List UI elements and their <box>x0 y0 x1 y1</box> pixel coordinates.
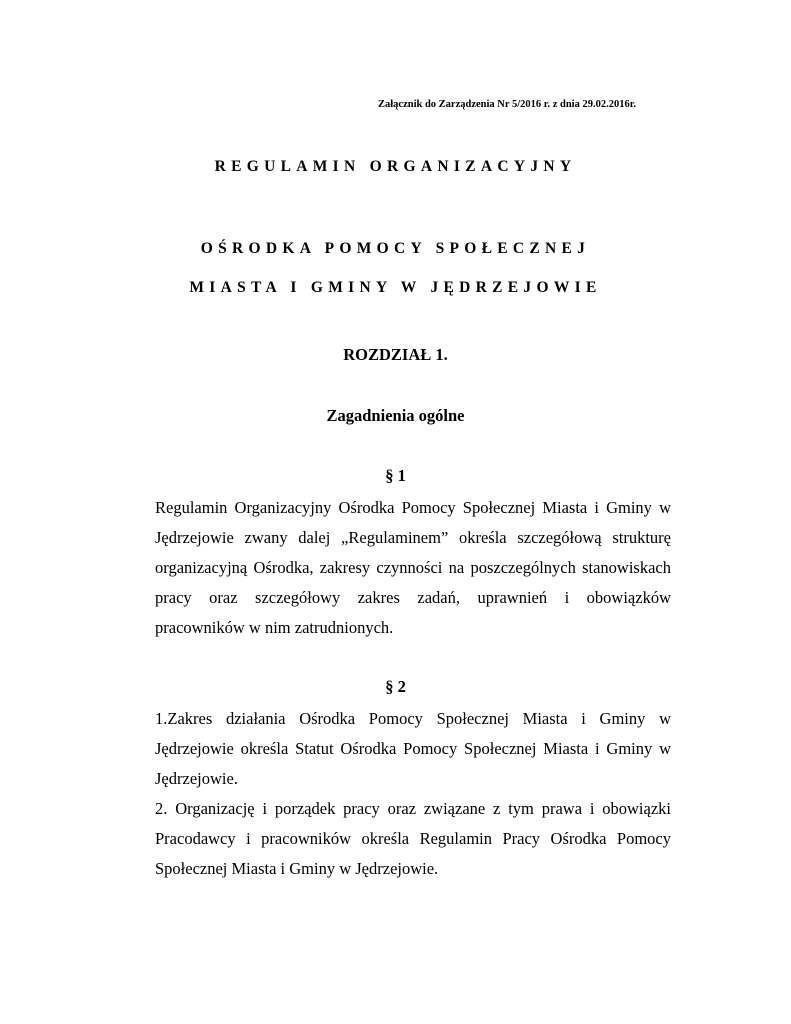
chapter-title: Zagadnienia ogólne <box>326 406 465 425</box>
section-2-paragraph-1: 1.Zakres działania Ośrodka Pomocy Społecznej Miasta i Gminy w Jędrzejowie określa Statut Ośrodka Pomocy Społecznej Miasta i Gminy w Jędrzejowie. <box>155 709 671 788</box>
section-2-heading: § 2 <box>385 677 406 696</box>
document-title-line-2: OŚRODKA POMOCY SPOŁECZNEJ <box>200 240 591 257</box>
document-title-line-1: REGULAMIN ORGANIZACYJNY <box>214 158 577 175</box>
section-1-paragraph: Regulamin Organizacyjny Ośrodka Pomocy Społecznej Miasta i Gminy w Jędrzejowie zwany dalej „Regulaminem” określa szczegółową strukturę organizacyjną Ośrodka, zakresy czynności na poszczególnych stanowiskach pracy oraz szczegółowy zakres zadań, uprawnień i obowiązków pracowników w nim zatrudnionych. <box>155 498 671 637</box>
chapter-heading: ROZDZIAŁ 1. <box>343 345 448 364</box>
annex-note: Załącznik do Zarządzenia Nr 5/2016 r. z dnia 29.02.2016r. <box>378 99 637 110</box>
document-title-line-3: MIASTA I GMINY W JĘDRZEJOWIE <box>189 279 602 296</box>
section-1-heading: § 1 <box>385 466 406 485</box>
section-2-paragraph-2: 2. Organizację i porządek pracy oraz związane z tym prawa i obowiązki Pracodawcy i pracowników określa Regulamin Pracy Ośrodka Pomocy Społecznej Miasta i Gminy w Jędrzejowie. <box>155 799 671 878</box>
